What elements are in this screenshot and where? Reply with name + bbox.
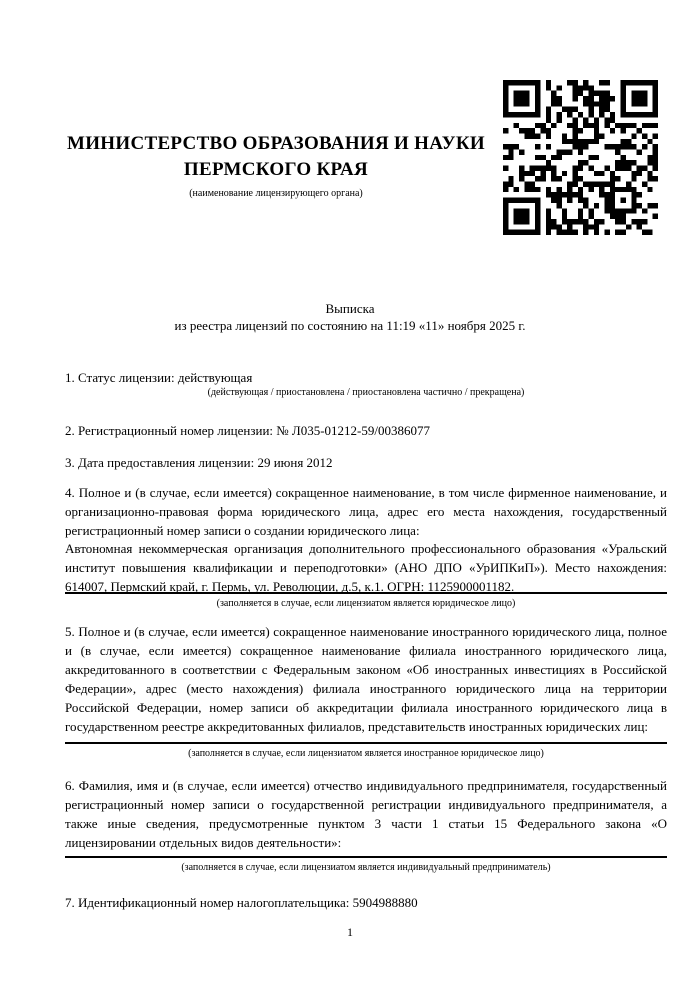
qr-code-icon	[503, 80, 658, 235]
item-6-caption: (заполняется в случае, если лицензиатом является индивидуальный предприниматель)	[181, 862, 551, 873]
item-5-foreign-entity-label: 5. Полное и (в случае, если имеется) сокращенное наименование иностранного юридического лица, полное и (в случае, если имеется) сокращенное наименование филиала иностранного юридического лица, аккредитованного в соответствии с Федеральным законом «Об иностранных инвестициях в Российской Федерации», адрес (место нахождения) филиала иностранного юридического лица на территории Российской Федерации, номер записи об аккредитации филиала иностранного юридического лица в государственном реестре аккредитованных филиалов, представительств иностранных юридических лиц:	[65, 624, 667, 734]
item-4-fill-line	[65, 592, 667, 594]
item-5-fill-line	[65, 742, 667, 744]
item-5-caption: (заполняется в случае, если лицензиатом является иностранное юридическое лицо)	[188, 748, 544, 759]
item-4-legal-entity-value: Автономная некоммерческая организация дополнительного профессионального образования «Уральский институт повышения квалификации и переподготовки» (АНО ДПО «УрИПКиП»). Место нахождения: 614007, Пермский край, г. Пермь, ул. Революции, д.5, к.1. ОГРН: 1125900001182.	[65, 541, 667, 594]
item-2-registration-number: 2. Регистрационный номер лицензии: № Л035-01212-59/00386077	[65, 423, 431, 438]
item-3-license-date: 3. Дата предоставления лицензии: 29 июня 2012	[65, 455, 333, 470]
item-7-taxpayer-id: 7. Идентификационный номер налогоплательщика: 5904988880	[65, 895, 418, 910]
document-title-line1: Выписка	[325, 301, 375, 316]
ministry-name-caption: (наименование лицензирующего органа)	[189, 188, 363, 199]
document-title-line2: из реестра лицензий по состоянию на 11:19 «11» ноября 2025 г.	[174, 318, 526, 333]
ministry-name-line2: ПЕРМСКОГО КРАЯ	[183, 159, 369, 180]
licensing-authority-header	[64, 131, 488, 199]
item-6-fill-line	[65, 856, 667, 858]
page-number: 1	[347, 925, 353, 939]
item-1-caption: (действующая / приостановлена / приостановлена частично / прекращена)	[207, 387, 525, 398]
item-6-entrepreneur-label: 6. Фамилия, имя и (в случае, если имеется) отчество индивидуального предпринимателя, государственный регистрационный номер записи о государственной регистрации индивидуального предпринимателя, а также иные сведения, предусмотренные пунктом 3 части 1 статьи 15 Федерального закона «О лицензировании отдельных видов деятельности»:	[65, 778, 667, 850]
qr-code-container	[503, 80, 658, 235]
item-4-caption: (заполняется в случае, если лицензиатом является юридическое лицо)	[216, 598, 516, 609]
ministry-name-line1: МИНИСТЕРСТВО ОБРАЗОВАНИЯ И НАУКИ	[66, 133, 486, 154]
item-4-legal-entity-label: 4. Полное и (в случае, если имеется) сокращенное наименование, в том числе фирменное наименование, и организационно-правовая форма юридического лица, адрес его места нахождения, государственный регистрационный номер записи о создании юридического лица:	[65, 485, 667, 538]
document-title	[0, 300, 700, 334]
item-1-license-status: 1. Статус лицензии: действующая	[65, 370, 253, 385]
